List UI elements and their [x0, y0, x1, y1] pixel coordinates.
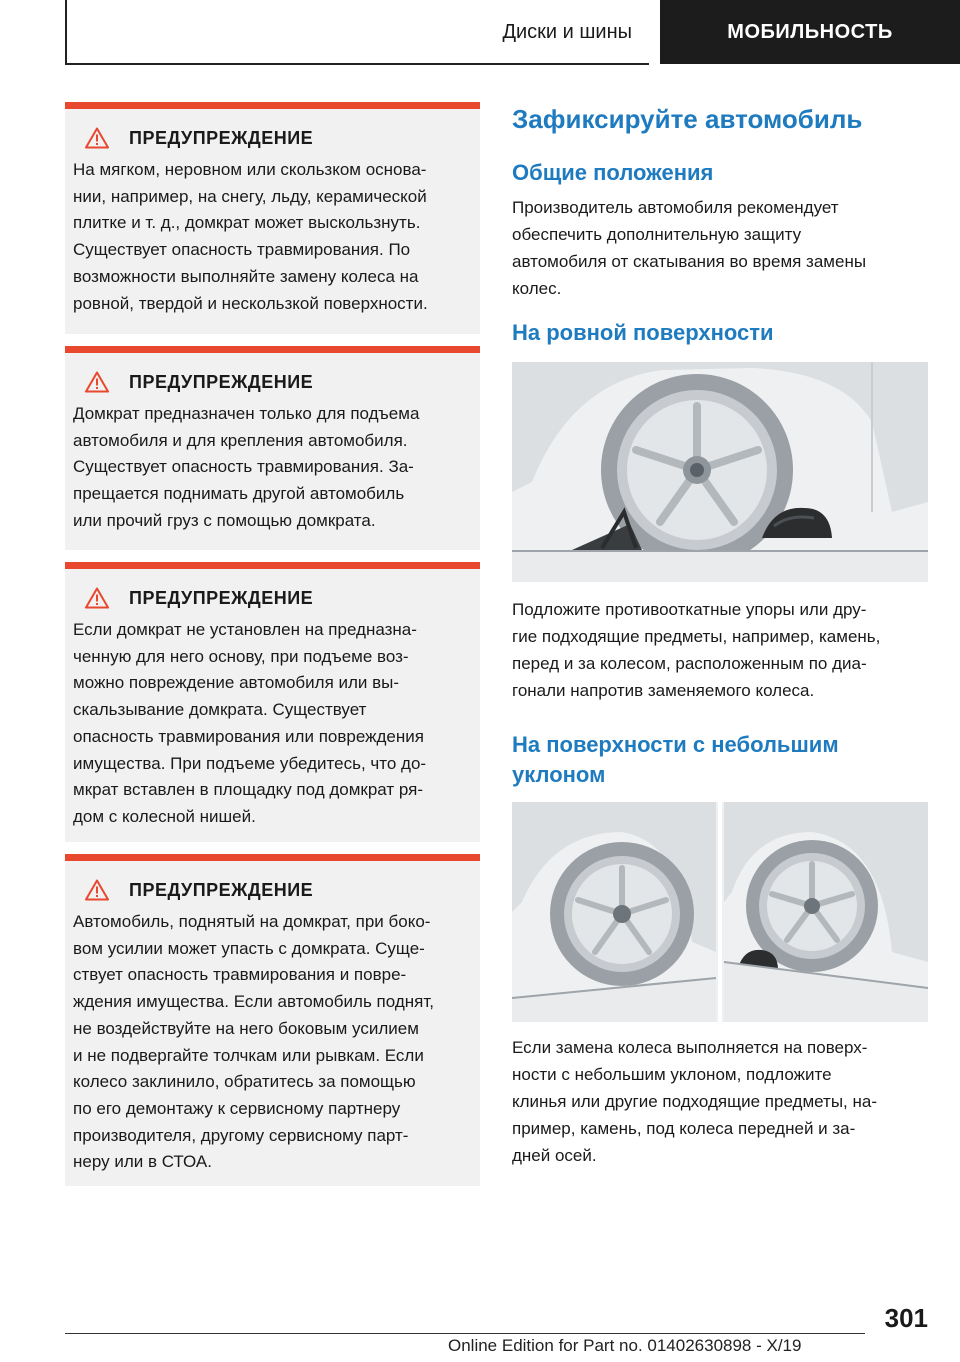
warning-triangle-icon [85, 127, 109, 149]
general-text: Производитель автомобиля рекомендует обеспечить дополнительную защиту автомобиля от скатывания во время замены колес. [512, 198, 867, 298]
warning-text: Домкрат предназначен только для подъема автомобиля и для крепления автомобиля. Существует опасность травмирования. За- прещается поднимать другой автомобиль или прочий груз с помощью домкрата. [73, 404, 420, 530]
warning-triangle-icon [85, 371, 109, 393]
warning-text: Автомобиль, поднятый на домкрат, при боко- вом усилии может упасть с домкрата. Суще- ствует опасность травмирования и повре- ждения имущества. Если автомобиль поднят, не воздействуйте на него боковым усилием и не подвергайте толчкам или рывкам. Если колесо заклинило, обратитесь за помощью по его демонтажу к сервисному партнеру производителя, другому сервисному парт- неру или в СТОА. [73, 912, 434, 1172]
footer-rule [65, 1333, 865, 1334]
header-section-title: Диски и шины [502, 20, 632, 43]
warning-header [73, 587, 466, 609]
warning-box-1 [65, 102, 480, 334]
general-heading: Общие положения [512, 160, 714, 185]
warning-box-4 [65, 854, 480, 1186]
slope-heading: На поверхности с небольшим уклоном [512, 732, 839, 787]
page-title: Зафиксируйте автомобиль [512, 104, 863, 134]
warning-title: ПРЕДУПРЕЖДЕНИЕ [129, 371, 314, 392]
warning-text: Если домкрат не установлен на предназна- ченную для него основу, при подъеме воз- можно повреждение автомобиля или вы- скальзывание домкрата. Существует опасность травмирования или повреждения имущества. При подъеме убедитесь, что до- мкрат вставлен в площадку под домкрат ря- дом с колесной нишей. [73, 620, 427, 826]
car-wheel-slope-illustration [512, 802, 928, 1022]
header-rule-left [65, 0, 67, 64]
page-number: 301 [884, 1303, 928, 1333]
flat-surface-heading: На ровной поверхности [512, 320, 774, 345]
warning-title: ПРЕДУПРЕЖДЕНИЕ [129, 587, 314, 608]
warning-box-2 [65, 346, 480, 550]
warning-triangle-icon [85, 587, 109, 609]
flat-surface-illustration [512, 362, 928, 582]
warning-header [73, 879, 466, 901]
warning-title: ПРЕДУПРЕЖДЕНИЕ [129, 127, 314, 148]
footer-edition: Online Edition for Part no. 01402630898 - X/19 [448, 1336, 802, 1355]
header-chapter-tab: МОБИЛЬНОСТЬ [660, 0, 960, 64]
car-wheel-chock-illustration [512, 362, 928, 582]
slope-text: Если замена колеса выполняется на поверх- ности с небольшим уклоном, подложите клинья или другие подходящие предметы, на- пример, камень, под колеса передней и за- дней осей. [512, 1038, 877, 1165]
warning-header [73, 127, 466, 149]
warning-box-3 [65, 562, 480, 842]
warning-title: ПРЕДУПРЕЖДЕНИЕ [129, 879, 314, 900]
warning-header [73, 371, 466, 393]
warning-triangle-icon [85, 879, 109, 901]
slope-illustration [512, 802, 928, 1022]
flat-surface-text: Подложите противооткатные упоры или дру- гие подходящие предметы, например, камень, перед и за колесом, расположенным по диа- гонали напротив заменяемого колеса. [512, 600, 881, 700]
warning-text: На мягком, неровном или скользком основа- нии, например, на снегу, льду, керамической плитке и т. д., домкрат может выскользнуть. Существует опасность травмирования. По возможности выполняйте замену колеса на ровной, твердой и нескользкой поверхности. [73, 160, 428, 313]
